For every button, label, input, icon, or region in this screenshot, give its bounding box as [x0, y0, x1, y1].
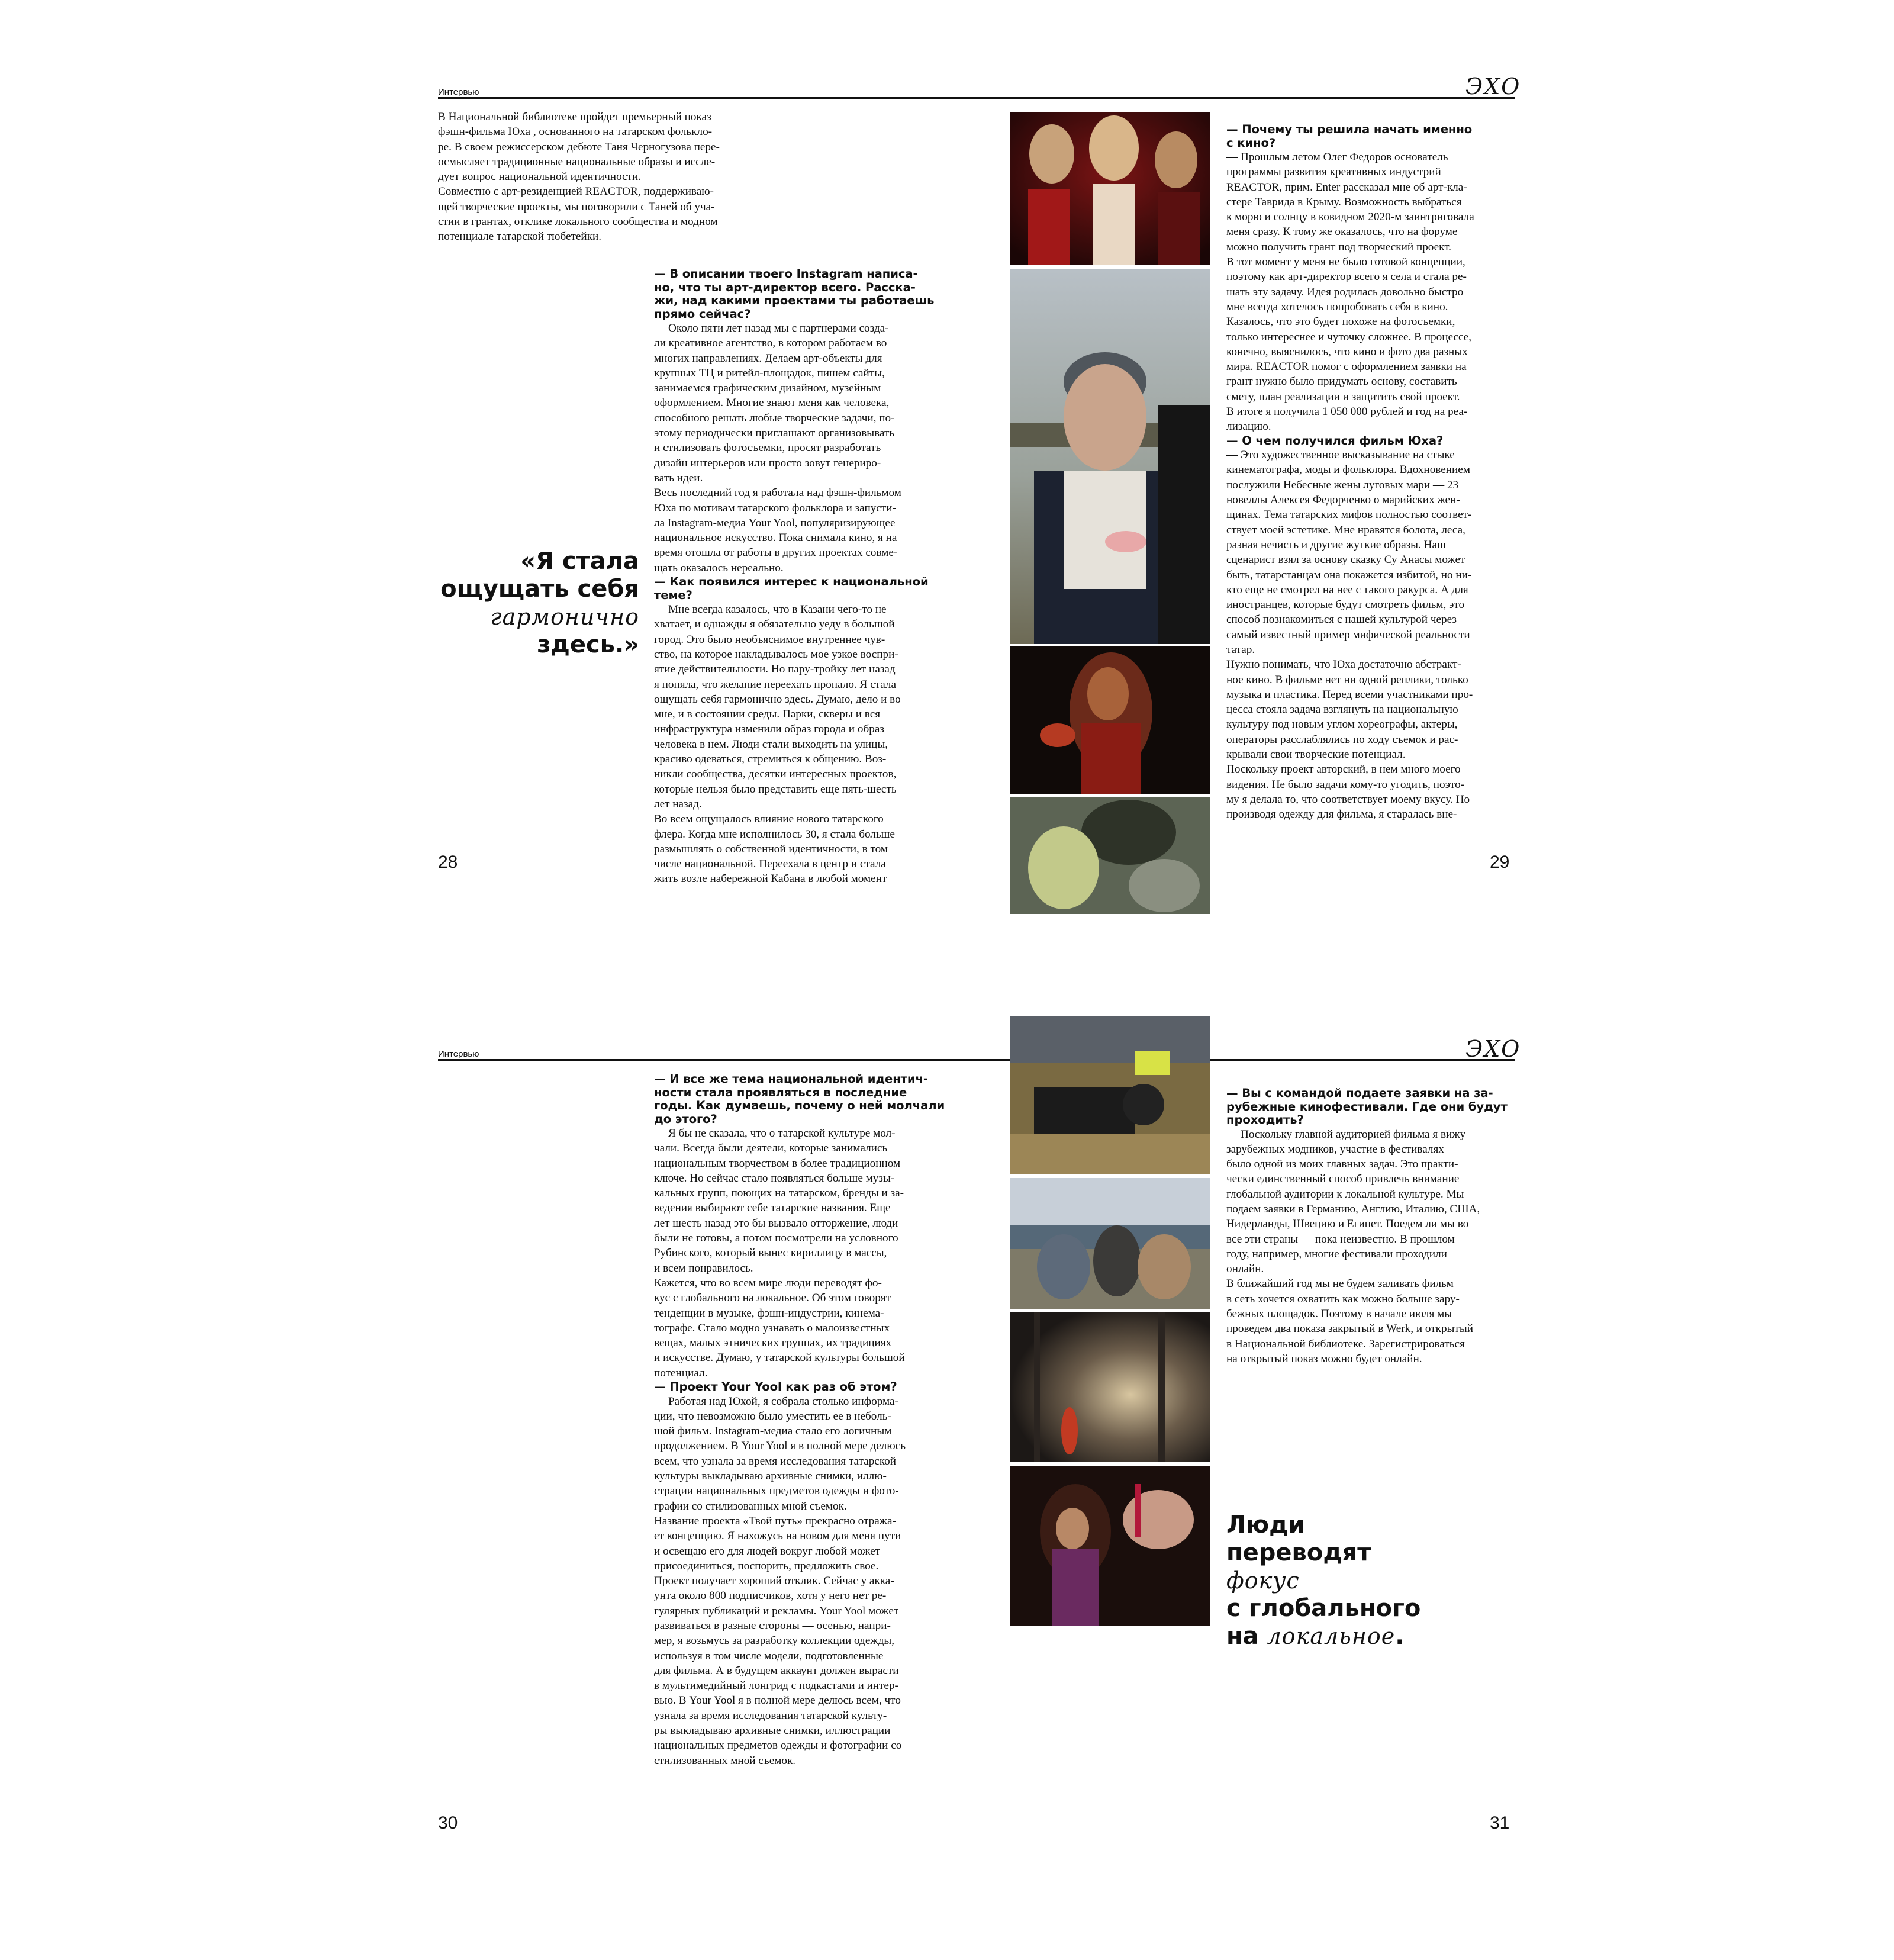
- pull-quote-line: [1226, 1623, 1475, 1650]
- interview-question: — О чем получился фильм Юха?: [1226, 433, 1444, 448]
- answer-line: — Около пяти лет назад мы с партнерами созда-: [654, 322, 889, 334]
- answer-line: кальных групп, поющих на татарском, бренды и за-: [654, 1187, 904, 1200]
- answer-line: в сеть хочется охватить как можно больше зару-: [1226, 1292, 1460, 1305]
- answer-line: национальное искусство. Пока снимала кино, я на: [654, 532, 897, 545]
- answer-line: национальным творчеством в более традиционном: [654, 1157, 901, 1170]
- answer-line: страции национальных предметов одежды и фото-: [654, 1485, 899, 1498]
- pull-quote-line: гармонично: [490, 604, 639, 630]
- page-number: 30: [438, 1813, 458, 1833]
- pull-quote-line: фокус: [1226, 1568, 1300, 1594]
- photo-camera-on-grass: [1010, 1016, 1210, 1174]
- intro-line: дует вопрос национальной идентичности.: [438, 170, 642, 184]
- intro-paragraph: [438, 110, 769, 244]
- answer-line: глобальной аудитории к локальной культуре. Мы: [1226, 1187, 1464, 1201]
- answer-line: можно получить грант под творческий проект.: [1226, 240, 1451, 253]
- answer-line: человека в нем. Люди стали выходить на улицы,: [654, 738, 888, 751]
- photo-smoky-forest: [1010, 1312, 1210, 1462]
- answer-line: шой фильм. Instagram-медиа стало его логичным: [654, 1425, 892, 1438]
- answer-line: ла Instagram-медиа Your Yool, популяризирующее: [654, 516, 896, 529]
- pull-quote-line: «Я стала: [520, 548, 639, 575]
- answer-line: жить возле набережной Кабана в любой момент: [654, 873, 887, 886]
- answer-line: культуры выкладываю архивные снимки, иллю-: [654, 1470, 887, 1483]
- article-column: [654, 1073, 947, 1768]
- answer-line: В ближайший год мы не будем заливать фильм: [1226, 1277, 1454, 1290]
- answer-line: году, например, многие фестивали проходили: [1226, 1247, 1447, 1260]
- answer-line: стилизованных мной съемок.: [654, 1754, 796, 1767]
- answer-line: крывали свои творческие потенциал.: [1226, 748, 1406, 761]
- answer-line: хватает, и однажды я обязательно уеду в большой: [654, 618, 895, 631]
- answer-line: ли креативное агентство, в котором работаем во: [654, 337, 887, 350]
- photo-masked-dancers: [1010, 112, 1210, 265]
- answer-line: развиваться в разные стороны — осенью, напри-: [654, 1620, 891, 1632]
- interview-question: — Вы с командой подаете заявки на за- рубежные кинофестивали. Где они будут проходить?: [1226, 1086, 1508, 1127]
- answer-line: Нужно понимать, что Юха достаточно абстракт-: [1226, 658, 1461, 671]
- answer-line: ключе. Но сейчас стало появляться больше музы-: [654, 1172, 895, 1185]
- pull-quote-word: локальное: [1267, 1623, 1396, 1649]
- answer-line: в Национальной библиотеке. Зарегистрироваться: [1226, 1337, 1465, 1350]
- answer-line: онлайн.: [1226, 1263, 1264, 1276]
- answer-line: Казалось, что это будет похоже на фотосъемки,: [1226, 316, 1455, 329]
- answer-line: щать оказалось нереально.: [654, 561, 784, 574]
- answer-line: щинах. Тема татарских мифов полностью соответ-: [1226, 508, 1472, 522]
- answer-line: размышлять о собственной идентичности, в том: [654, 842, 888, 855]
- pull-quote: [1226, 1511, 1475, 1650]
- answer-line: город. Это было необъяснимое внутреннее чув-: [654, 633, 885, 646]
- answer-line: я поняла, что желание переехать пропало. Я стала: [654, 678, 897, 691]
- answer-line: оформлением. Многие знают меня как человека,: [654, 397, 890, 410]
- answer-line: проведем два показа закрытый в Werk, и открытый: [1226, 1322, 1473, 1335]
- answer-line: используя в том числе модели, подготовленные: [654, 1649, 884, 1662]
- answer-line: мне всегда хотелось попробовать себя в кино.: [1226, 300, 1448, 313]
- pull-quote-line: с глобального: [1226, 1595, 1421, 1622]
- answer-line: Рубинского, который вынес кириллицу в массы,: [654, 1247, 887, 1260]
- pull-quote-line: ощущать себя: [440, 575, 639, 603]
- answer-line: занимаемся графическим дизайном, музейным: [654, 382, 881, 395]
- answer-line: красиво одеваться, стремиться к общению. Воз-: [654, 753, 887, 766]
- answer-line: производя одежду для фильма, я старалась вне-: [1226, 808, 1457, 821]
- answer-line: способного решать любые творческие задачи, по-: [654, 411, 895, 424]
- answer-line: узнала за время исследования татарской культу-: [654, 1709, 887, 1722]
- page-number: 28: [438, 852, 458, 872]
- answer-line: вью. В Your Yool я в полной мере делюсь всем, что: [654, 1694, 901, 1707]
- answer-line: только интереснее и чуточку сложнее. В процессе,: [1226, 330, 1472, 343]
- pull-quote-word: на: [1226, 1623, 1267, 1650]
- answer-line: ное кино. В фильме нет ни одной реплики, только: [1226, 673, 1468, 686]
- answer-line: послужили Небесные жены луговых мари — 23: [1226, 478, 1459, 491]
- section-label: Интервью: [438, 1049, 479, 1059]
- magazine-logo: ЭХО: [1465, 73, 1521, 99]
- answer-line: способ познакомиться с нашей культурой через: [1226, 613, 1457, 626]
- section-label: Интервью: [438, 87, 479, 97]
- answer-line: лет шесть назад это бы вызвало отторжение, люди: [654, 1216, 898, 1230]
- intro-line: стии в грантах, отклике локального сообщества и модном: [438, 215, 718, 228]
- pull-quote: [438, 548, 639, 659]
- answer-line: шать эту задачу. Идея родилась довольно быстро: [1226, 285, 1464, 298]
- interview-question: — И все же тема национальной идентич- ности стала проявляться в последние годы. Как думаешь, почему о ней молчали до этого?: [654, 1072, 945, 1126]
- answer-line: ощущать себя гармонично здесь. Думаю, дело и во: [654, 693, 901, 706]
- answer-line: грант нужно было придумать основу, составить: [1226, 375, 1457, 388]
- answer-line: ятие действительности. Но пару-тройку лет назад: [654, 663, 896, 676]
- photo-group-by-lake: [1010, 1178, 1210, 1309]
- answer-line: REACTOR, прим. Enter рассказал мне об арт-кла-: [1226, 181, 1467, 194]
- answer-line: — Прошлым летом Олег Федоров основатель: [1226, 151, 1448, 163]
- answer-line: национальных предметов одежды и фотографии со: [654, 1739, 902, 1752]
- answer-line: на открытый показ можно будет онлайн.: [1226, 1352, 1422, 1365]
- answer-line: кинематографа, моды и фольклора. Вдохновением: [1226, 464, 1470, 477]
- answer-line: потенциал.: [654, 1366, 708, 1379]
- answer-line: операторы расслаблялись по ходу съемок и рас-: [1226, 733, 1458, 746]
- answer-line: всем, что узнала за время исследования татарской: [654, 1454, 897, 1467]
- answer-line: чали. Всегда были деятели, которые занимались: [654, 1142, 888, 1155]
- photo-makeup-artist: [1010, 269, 1210, 644]
- pull-quote-line: здесь.»: [537, 631, 639, 658]
- pull-quote-line: переводят: [1226, 1539, 1371, 1566]
- answer-line: — Работая над Юхой, я собрала столько информа-: [654, 1395, 898, 1408]
- answer-line: дизайн интерьеров или просто зовут генериро-: [654, 456, 881, 469]
- answer-line: самый известный пример мифической реальности: [1226, 628, 1470, 641]
- answer-line: видения. Не было задачи кому-то угодить, поэто-: [1226, 778, 1465, 791]
- answer-line: Во всем ощущалось влияние нового татарского: [654, 813, 884, 826]
- pull-quote-word: .: [1395, 1623, 1405, 1650]
- page-number: 31: [1490, 1813, 1510, 1833]
- answer-line: разная нечисть и другие жуткие образы. Наш: [1226, 538, 1446, 551]
- intro-line: щей творческие проекты, мы поговорили с Таней об уча-: [438, 200, 715, 213]
- page-number: 29: [1490, 852, 1510, 872]
- answer-line: были не готовы, а потом посмотрели на условного: [654, 1232, 898, 1245]
- answer-line: Поскольку проект авторский, в нем много моего: [1226, 763, 1461, 776]
- answer-line: время отошла от работы в других проектах совме-: [654, 546, 898, 559]
- interview-question: — Как появился интерес к национальной теме?: [654, 575, 929, 602]
- answer-line: чески единственный способ привлечь внимание: [1226, 1173, 1460, 1186]
- answer-line: — Поскольку главной аудиторией фильма я вижу: [1226, 1128, 1466, 1141]
- answer-line: Название проекта «Твой путь» прекрасно отража-: [654, 1514, 896, 1527]
- answer-line: ствует моей эстетике. Мне нравятся болота, леса,: [1226, 523, 1465, 536]
- answer-line: ры выкладываю архивные снимки, иллюстрации: [654, 1724, 891, 1737]
- answer-line: зарубежных модников, участие в фестивалях: [1226, 1142, 1444, 1156]
- intro-line: потенциале татарской тюбетейки.: [438, 230, 602, 243]
- answer-line: мер, я возьмусь за разработку коллекции одежды,: [654, 1634, 895, 1647]
- answer-line: иностранцев, которые будут смотреть фильм, это: [1226, 598, 1465, 612]
- interview-question: — Проект Your Yool как раз об этом?: [654, 1380, 897, 1394]
- answer-line: — Мне всегда казалось, что в Казани чего-то не: [654, 603, 887, 616]
- answer-line: которые нельзя было представить еще пять-шесть: [654, 783, 897, 796]
- photo-ornate-costume: [1010, 646, 1210, 794]
- answer-line: му я делала то, что соответствует моему вкусу. Но: [1226, 793, 1470, 806]
- answer-line: флера. Когда мне исполнилось 30, я стала больше: [654, 828, 895, 841]
- answer-line: инфраструктура изменили образ города и образ: [654, 723, 884, 736]
- answer-line: вать идеи.: [654, 471, 703, 484]
- answer-line: татар.: [1226, 643, 1255, 656]
- magazine-logo: ЭХО: [1465, 1036, 1521, 1062]
- answer-line: Кажется, что во всем мире люди переводят фо-: [654, 1276, 882, 1289]
- answer-line: Юха по мотивам татарского фольклора и запусти-: [654, 501, 896, 514]
- answer-line: графии со стилизованных мной съемок.: [654, 1499, 847, 1512]
- answer-line: кто еще не смотрел на нее с такого ракурса. А для: [1226, 583, 1468, 596]
- answer-line: лизацию.: [1226, 420, 1271, 433]
- answer-line: мира. REACTOR помог с оформлением заявки на: [1226, 361, 1467, 374]
- answer-line: меня сразу. К тому же оказалось, что на форуме: [1226, 226, 1458, 239]
- answer-line: быть, татарстанцам она покажется избитой, но ни-: [1226, 568, 1472, 581]
- answer-line: числе национальной. Переехала в центр и стала: [654, 858, 886, 871]
- header-rule: [438, 97, 1515, 99]
- answer-line: никли сообщества, десятки интересных проектов,: [654, 768, 897, 781]
- answer-line: и освещаю его для людей вокруг любой может: [654, 1544, 881, 1557]
- answer-line: ство, на которое накладывалось мое узкое воспри-: [654, 648, 898, 661]
- article-column: [1226, 123, 1516, 822]
- answer-line: музыка и пластика. Перед всеми участниками про-: [1226, 688, 1473, 701]
- answer-line: Весь последний год я работала над фэшн-фильмом: [654, 487, 901, 500]
- interview-question: — В описании твоего Instagram написа- но, что ты арт-директор всего. Расска- жи, над какими проектами ты работаешь прямо сейчас?: [654, 267, 935, 321]
- answer-line: сценарист взял за основу сказку Су Анасы может: [1226, 553, 1465, 567]
- intro-line: фэшн-фильма Юха , основанного на татарском фолькло-: [438, 125, 713, 139]
- photo-crew-closeup: [1010, 797, 1210, 914]
- answer-line: ет концепцию. Я нахожусь на новом для меня пути: [654, 1530, 901, 1543]
- answer-line: новеллы Алексея Федорченко о марийских жен-: [1226, 494, 1460, 507]
- answer-line: ции, что невозможно было уместить ее в неболь-: [654, 1409, 891, 1422]
- intro-line: В Национальной библиотеке пройдет премьерный показ: [438, 111, 711, 123]
- answer-line: тенденции в музыке, фэшн-индустрии, кинема-: [654, 1306, 884, 1319]
- article-column: [1226, 1087, 1519, 1366]
- answer-line: поэтому как арт-директор всего я села и стала ре-: [1226, 271, 1467, 284]
- answer-line: стере Таврида в Крыму. Возможность выбраться: [1226, 195, 1462, 208]
- article-column: [654, 268, 944, 887]
- answer-line: присоединиться, поспорить, предложить свое.: [654, 1559, 879, 1572]
- header-rule: [438, 1059, 1515, 1061]
- answer-line: кус с глобального на локальное. Об этом говорят: [654, 1292, 891, 1305]
- answer-line: продолжением. В Your Yool я в полной мере делюсь: [654, 1440, 906, 1453]
- answer-line: бежных площадок. Поэтому в начале июля мы: [1226, 1308, 1452, 1321]
- answer-line: многих направлениях. Делаем арт-объекты для: [654, 352, 882, 365]
- answer-line: — Я бы не сказала, что о татарской культуре мол-: [654, 1127, 896, 1140]
- intro-line: Совместно с арт-резиденцией REACTOR, поддерживаю-: [438, 185, 714, 198]
- answer-line: ведения выбирают себе татарские названия. Еще: [654, 1202, 891, 1215]
- answer-line: было одной из моих главных задач. Это практи-: [1226, 1158, 1458, 1171]
- answer-line: В тот момент у меня не было готовой концепции,: [1226, 256, 1465, 269]
- answer-line: для фильма. А в будущем аккаунт должен вырасти: [654, 1664, 899, 1677]
- answer-line: к морю и солнцу в ковидном 2020-м заинтриговала: [1226, 211, 1474, 224]
- answer-line: подаем заявки в Германию, Англию, Италию, США,: [1226, 1202, 1480, 1215]
- intro-line: осмысляет традиционные национальные образы и иссле-: [438, 155, 716, 168]
- answer-line: мне, и в состоянии среды. Парки, скверы и вся: [654, 708, 881, 721]
- answer-line: унта около 800 подписчиков, хотя у него нет ре-: [654, 1589, 887, 1602]
- answer-line: и стилизовать фотосъемки, просят разработать: [654, 442, 881, 455]
- answer-line: Нидерланды, Швецию и Египет. Поедем ли мы во: [1226, 1218, 1469, 1231]
- answer-line: и искусстве. Думаю, у татарской культуры большой: [654, 1351, 905, 1364]
- answer-line: В итоге я получила 1 050 000 рублей и год на реа-: [1226, 405, 1468, 419]
- answer-line: лет назад.: [654, 797, 702, 810]
- answer-line: Проект получает хороший отклик. Сейчас у акка-: [654, 1575, 894, 1588]
- interview-question: — Почему ты решила начать именно с кино?: [1226, 123, 1473, 150]
- answer-line: вещах, малых этнических группах, их традициях: [654, 1337, 892, 1350]
- answer-line: этому периодически приглашают организовывать: [654, 427, 895, 440]
- answer-line: крупных ТЦ и ритейл-площадок, пишем сайты,: [654, 366, 885, 379]
- answer-line: программы развития креативных индустрий: [1226, 166, 1441, 179]
- answer-line: цесса стояла задача взглянуть на национальную: [1226, 703, 1458, 716]
- photo-ornate-headdress: [1010, 1466, 1210, 1626]
- answer-line: — Это художественное высказывание на стыке: [1226, 449, 1455, 462]
- answer-line: смету, план реализации и защитить свой проект.: [1226, 390, 1460, 403]
- pull-quote-line: Люди: [1226, 1511, 1305, 1539]
- intro-line: ре. В своем режиссерском дебюте Таня Черногузова пере-: [438, 140, 720, 153]
- answer-line: культуру под новым углом хореографы, актеры,: [1226, 718, 1458, 731]
- answer-line: тографе. Стало модно узнавать о малоизвестных: [654, 1321, 890, 1334]
- answer-line: и всем понравилось.: [654, 1261, 753, 1275]
- answer-line: конечно, выяснилось, что кино и фото два разных: [1226, 345, 1468, 358]
- answer-line: гулярных публикаций и рекламы. Your Yool может: [654, 1604, 899, 1617]
- answer-line: в мультимедийный лонгрид с подкастами и интер-: [654, 1679, 898, 1692]
- answer-line: все эти страны — пока неизвестно. В прошлом: [1226, 1232, 1455, 1245]
